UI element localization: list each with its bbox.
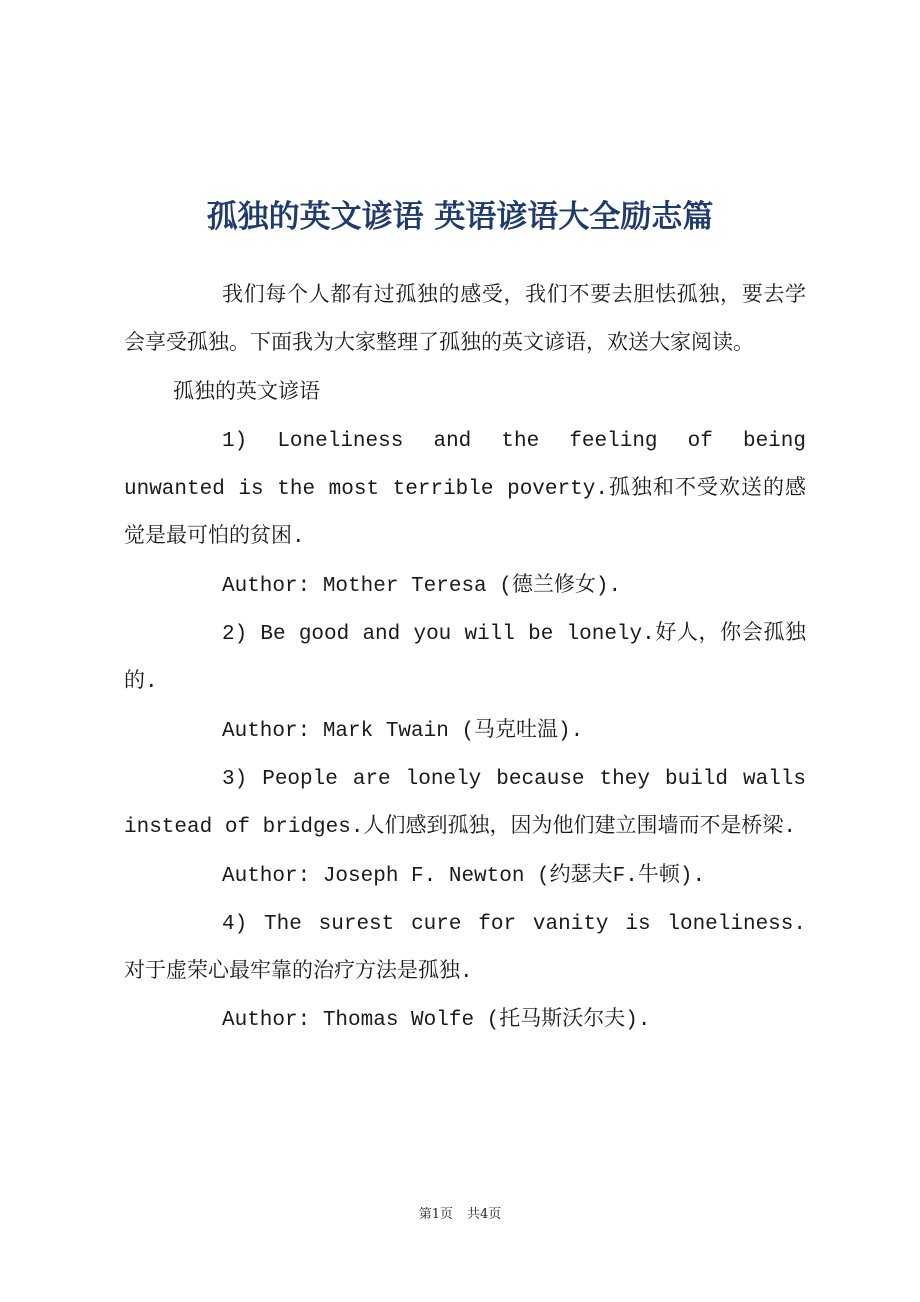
- document-body: [124, 273, 806, 1046]
- page-number-total: 共4页: [467, 1207, 502, 1222]
- author-1: Author: Mother Teresa (德兰修女).: [222, 574, 622, 598]
- author-2: Author: Mark Twain (马克吐温).: [222, 719, 584, 743]
- page-footer: [0, 1205, 920, 1225]
- page-number-current: 第1页: [418, 1207, 453, 1222]
- author-3: Author: Joseph F. Newton (约瑟夫F.牛顿).: [222, 864, 706, 888]
- author-4: Author: Thomas Wolfe (托马斯沃尔夫).: [222, 1009, 651, 1033]
- intro-paragraph: 我们每个人都有过孤独的感受，我们不要去胆怯孤独，要去学会享受孤独。下面我为大家整理了孤独的英文谚语，欢送大家阅读。: [124, 285, 806, 357]
- quote-2: 2) Be good and you will be lonely.好人，你会孤独的.: [124, 623, 806, 695]
- page-title: 孤独的英文谚语 英语谚语大全励志篇: [206, 199, 714, 235]
- quote-1: 1) Loneliness and the feeling of being unwanted is the most terrible poverty.孤独和不受欢送的感觉是最可怕的贫困.: [124, 429, 806, 550]
- section-heading: 孤独的英文谚语: [173, 381, 320, 405]
- quote-4: 4) The surest cure for vanity is loneliness. 对于虚荣心最牢靠的治疗方法是孤独.: [124, 912, 806, 985]
- quote-3: 3) People are lonely because they build walls instead of bridges.人们感到孤独，因为他们建立围墙而不是桥梁.: [124, 767, 806, 840]
